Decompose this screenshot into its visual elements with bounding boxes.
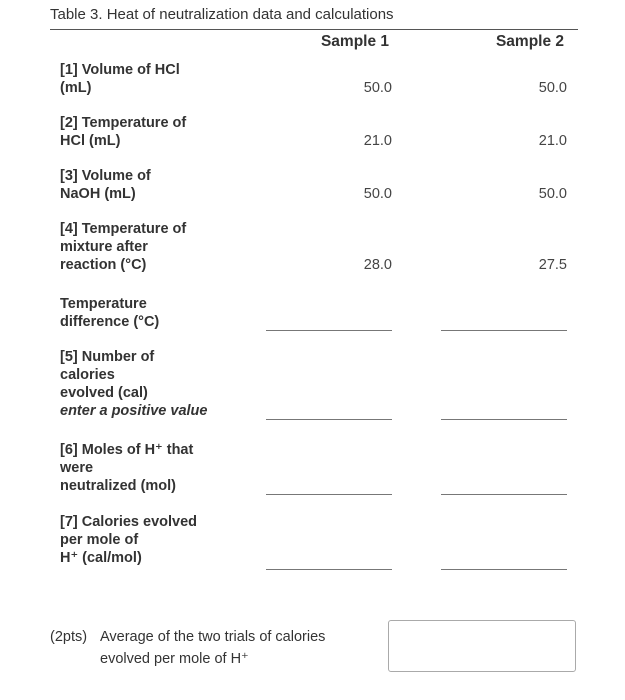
row-label-temperature-mixture <box>60 220 220 274</box>
average-question-line-1: Average of the two trials of calories <box>100 629 326 645</box>
blank-temperature-difference-sample-1[interactable] <box>266 330 392 331</box>
points-label: (2pts) <box>50 629 88 645</box>
row-label-line: [7] Calories evolved <box>60 514 197 530</box>
value-temperature-mixture-sample-2: 27.5 <box>538 257 567 273</box>
average-question-line-2: evolved per mole of H⁺ <box>100 651 249 667</box>
row-label-line: calories <box>60 367 115 383</box>
value-volume-naoh-sample-2: 50.0 <box>538 186 567 202</box>
row-label-line: neutralized (mol) <box>60 478 177 494</box>
table-top-rule <box>50 29 578 30</box>
value-temperature-mixture-sample-1: 28.0 <box>363 257 392 273</box>
blank-moles-neutralized-sample-2[interactable] <box>441 494 567 495</box>
row-label-line: [2] Temperature of <box>60 115 187 131</box>
row-label-line: [3] Volume of <box>60 168 151 184</box>
row-label-volume-naoh <box>60 167 220 203</box>
blank-calories-per-mole-sample-1[interactable] <box>266 569 392 570</box>
row-label-volume-hcl <box>60 61 220 97</box>
table-caption: Table 3. Heat of neutralization data and calculations <box>50 6 394 23</box>
row-label-line: reaction (°C) <box>60 257 147 273</box>
blank-calories-evolved-sample-2[interactable] <box>441 419 567 420</box>
row-label-temperature-difference <box>60 295 220 331</box>
average-question <box>50 626 325 670</box>
row-label-line: evolved (cal) <box>60 385 148 401</box>
row-label-moles-neutralized <box>60 441 220 495</box>
row-label-line: [1] Volume of HCl <box>60 62 180 78</box>
blank-calories-per-mole-sample-2[interactable] <box>441 569 567 570</box>
row-label-line: (mL) <box>60 80 92 96</box>
row-label-calories-evolved <box>60 348 220 420</box>
average-answer-box[interactable] <box>388 620 576 672</box>
value-temperature-hcl-sample-1: 21.0 <box>363 133 392 149</box>
row-label-line: difference (°C) <box>60 314 160 330</box>
column-header-sample-1: Sample 1 <box>320 33 390 50</box>
blank-calories-evolved-sample-1[interactable] <box>266 419 392 420</box>
row-label-line: [6] Moles of H⁺ that <box>60 442 194 458</box>
row-label-line: [5] Number of <box>60 349 155 365</box>
row-label-note: enter a positive value <box>60 403 208 419</box>
blank-temperature-difference-sample-2[interactable] <box>441 330 567 331</box>
row-label-line: [4] Temperature of <box>60 221 187 237</box>
value-volume-naoh-sample-1: 50.0 <box>363 186 392 202</box>
row-label-line: H⁺ (cal/mol) <box>60 550 142 566</box>
row-label-temperature-hcl <box>60 114 220 150</box>
row-label-calories-per-mole <box>60 513 220 567</box>
value-temperature-hcl-sample-2: 21.0 <box>538 133 567 149</box>
value-volume-hcl-sample-2: 50.0 <box>538 80 567 96</box>
row-label-line: were <box>60 460 94 476</box>
row-label-line: NaOH (mL) <box>60 186 136 202</box>
row-label-line: mixture after <box>60 239 148 255</box>
row-label-line: Temperature <box>60 296 147 312</box>
column-header-sample-2: Sample 2 <box>495 33 565 50</box>
blank-moles-neutralized-sample-1[interactable] <box>266 494 392 495</box>
value-volume-hcl-sample-1: 50.0 <box>363 80 392 96</box>
row-label-line: HCl (mL) <box>60 133 121 149</box>
row-label-line: per mole of <box>60 532 139 548</box>
